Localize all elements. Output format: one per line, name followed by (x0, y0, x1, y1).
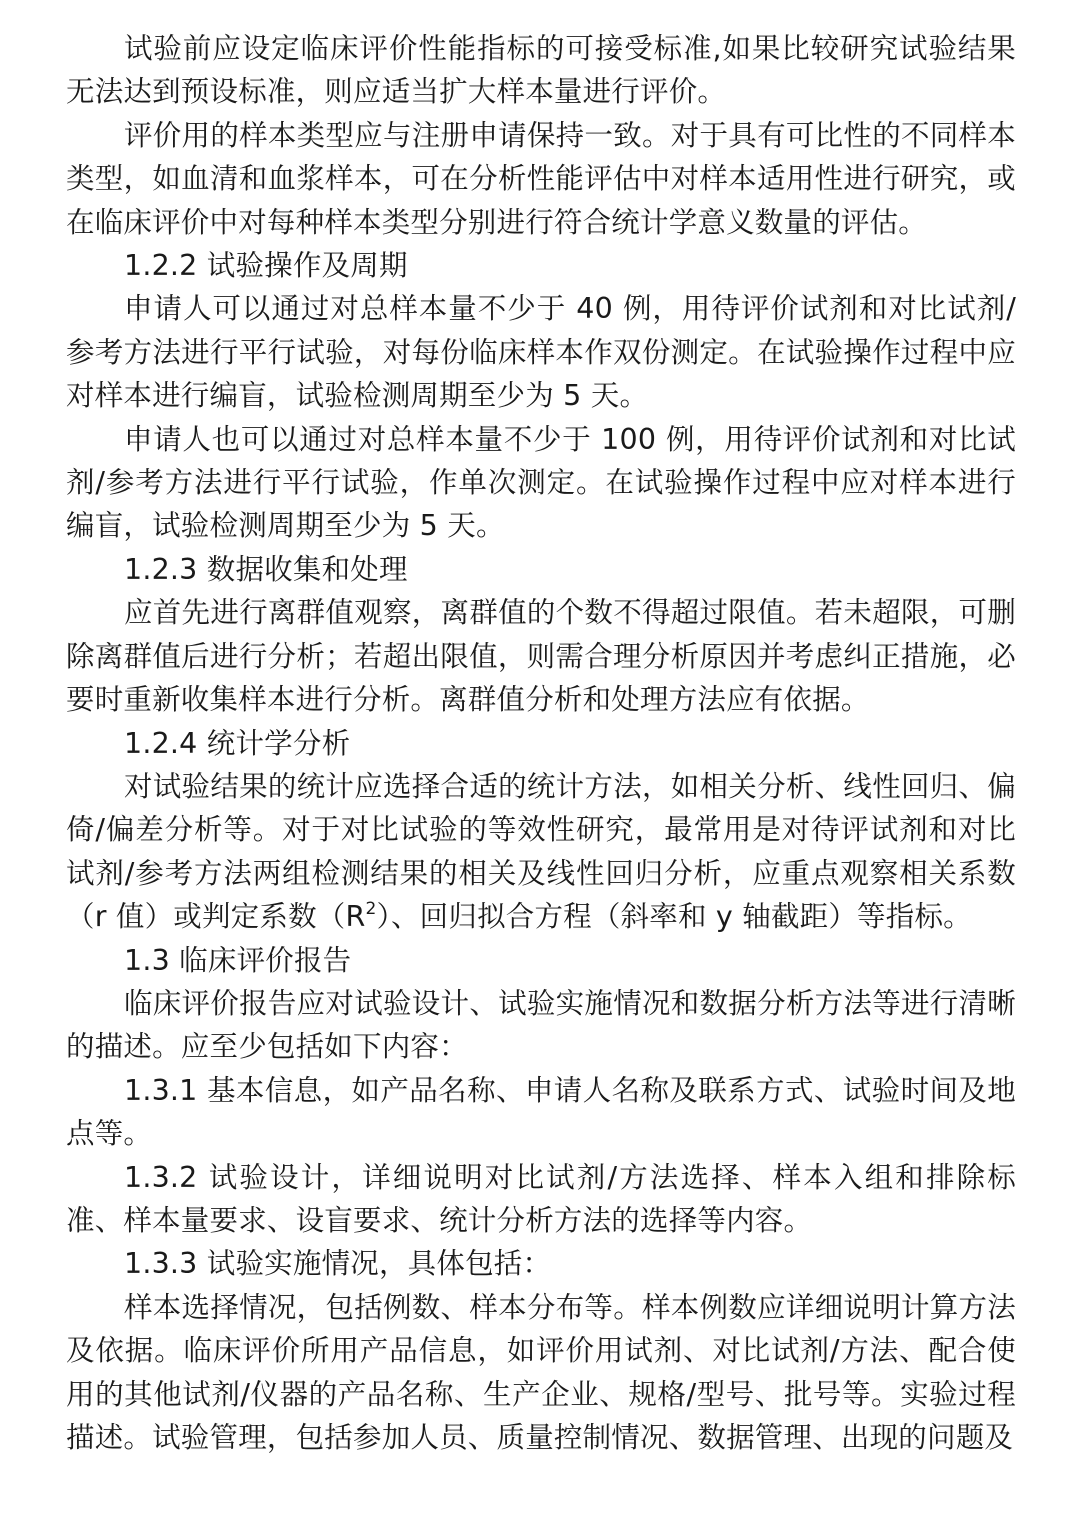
paragraph-single-testing: 申请人也可以通过对总样本量不少于 100 例，用待评价试剂和对比试剂/参考方法进行平行试验，作单次测定。在试验操作过程中应对样本进行编盲，试验检测周期至少为 5 天。 (66, 422, 1016, 543)
paragraph-trial-implementation: 样本选择情况，包括例数、样本分布等。样本例数应详细说明计算方法及依据。临床评价所用产品信息，如评价用试剂、对比试剂/方法、配合使用的其他试剂/仪器的产品名称、生产企业、规格/型号、批号等。实验过程描述。试验管理，包括参加人员、质量控制情况、数据管理、出现的问题及 (66, 1290, 1016, 1454)
section-heading-1-2-4: 1.2.4 统计学分析 (124, 726, 351, 760)
paragraph-sample-type: 评价用的样本类型应与注册申请保持一致。对于具有可比性的不同样本类型，如血清和血浆样本，可在分析性能评估中对样本适用性进行研究，或在临床评价中对每种样本类型分别进行符合统计学意义数量的评估。 (66, 118, 1016, 239)
section-heading-1-3-3: 1.3.3 试验实施情况，具体包括： (124, 1247, 552, 1281)
section-heading-1-2-3: 1.2.3 数据收集和处理 (124, 552, 408, 586)
statistics-text-part-2: ）、回归拟合方程（斜率和 y 轴截距）等指标。 (376, 900, 972, 934)
statistics-text-part-1: 对试验结果的统计应选择合适的统计方法，如相关分析、线性回归、偏倚/偏差分析等。对于对比试验的等效性研究，最常用是对待评试剂和对比试剂/参考方法两组检测结果的相关及线性回归分析，应重点观察相关系数（r 值）或判定系数（R (66, 769, 1016, 934)
section-heading-1-2-2: 1.2.2 试验操作及周期 (124, 249, 408, 283)
paragraph-acceptance-criteria: 试验前应设定临床评价性能指标的可接受标准,如果比较研究试验结果无法达到预设标准，则应适当扩大样本量进行评价。 (66, 32, 1016, 109)
document-page (66, 27, 1016, 1459)
section-heading-1-3: 1.3 临床评价报告 (124, 943, 352, 977)
paragraph-duplicate-testing: 申请人可以通过对总样本量不少于 40 例，用待评价试剂和对比试剂/参考方法进行平行试验，对每份临床样本作双份测定。在试验操作过程中应对样本进行编盲，试验检测周期至少为 5 天。 (66, 292, 1016, 413)
superscript-2: 2 (365, 898, 377, 919)
paragraph-basic-info: 1.3.1 基本信息，如产品名称、申请人名称及联系方式、试验时间及地点等。 (66, 1073, 1016, 1151)
paragraph-report-content: 临床评价报告应对试验设计、试验实施情况和数据分析方法等进行清晰的描述。应至少包括如下内容： (66, 986, 1016, 1064)
paragraph-trial-design: 1.3.2 试验设计，详细说明对比试剂/方法选择、样本入组和排除标准、样本量要求、设盲要求、统计分析方法的选择等内容。 (66, 1160, 1016, 1237)
paragraph-outliers: 应首先进行离群值观察，离群值的个数不得超过限值。若未超限，可删除离群值后进行分析；若超出限值，则需合理分析原因并考虑纠正措施，必要时重新收集样本进行分析。离群值分析和处理方法应有依据。 (66, 596, 1016, 717)
paragraph-statistics (66, 765, 1016, 939)
